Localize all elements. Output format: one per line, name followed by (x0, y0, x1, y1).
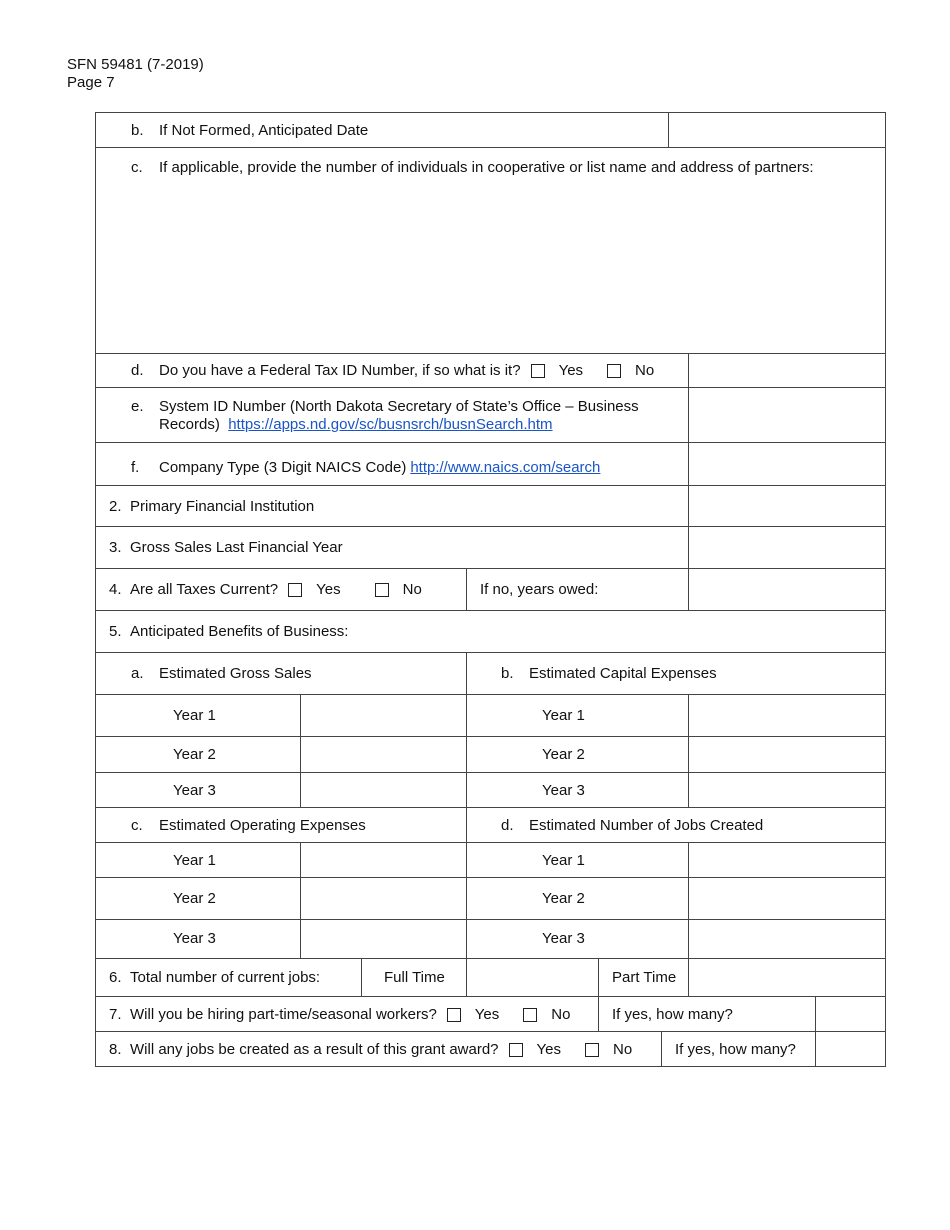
full-time-label: Full Time (384, 969, 445, 986)
item-marker: f. (131, 459, 140, 476)
years-owed-field[interactable] (689, 569, 885, 610)
row-cd-year-2 (95, 877, 886, 919)
item-marker: 7. (109, 1006, 122, 1023)
taxes-yes-label: Yes (316, 581, 341, 598)
grant-jobs-yes-label: Yes (536, 1041, 562, 1058)
anticipated-date-label: If Not Formed, Anticipated Date (159, 122, 369, 139)
system-id-field[interactable] (689, 388, 885, 442)
row-partners (95, 147, 886, 353)
gross-sales-year-2-label: Year 2 (173, 746, 216, 763)
hiring-yes-checkbox[interactable] (447, 1008, 461, 1022)
estimated-jobs-created-label: Estimated Number of Jobs Created (529, 817, 764, 834)
gross-sales-last-year-field[interactable] (689, 527, 885, 568)
row-benefits-ab-headings (95, 652, 886, 694)
item-marker: 5. (109, 623, 122, 640)
item-marker: d. (501, 817, 514, 834)
row-ab-year-2 (95, 736, 886, 772)
row-gross-sales-last-year (95, 526, 886, 568)
item-marker: b. (501, 665, 514, 682)
primary-financial-institution-field[interactable] (689, 486, 885, 526)
jobs-created-year-2-label: Year 2 (542, 890, 585, 907)
item-marker: 2. (109, 498, 122, 515)
row-cd-year-1 (95, 842, 886, 877)
row-anticipated-benefits (95, 610, 886, 652)
gross-sales-year-1-label: Year 1 (173, 707, 216, 724)
form-header (67, 56, 204, 92)
current-jobs-label: Total number of current jobs: (130, 969, 321, 986)
operating-expenses-year-1-field[interactable] (301, 843, 466, 877)
primary-financial-institution-label: Primary Financial Institution (130, 498, 315, 515)
capital-expenses-year-2-label: Year 2 (542, 746, 585, 763)
hiring-part-time-label: Will you be hiring part-time/seasonal workers? (130, 1006, 437, 1023)
grant-jobs-no-checkbox[interactable] (585, 1043, 599, 1057)
grant-jobs-how-many-label: If yes, how many? (675, 1041, 796, 1058)
system-id-label-cont: Records) (159, 416, 220, 433)
row-current-jobs (95, 958, 886, 996)
jobs-from-grant-label: Will any jobs be created as a result of this grant award? (130, 1041, 499, 1058)
jobs-created-year-1-field[interactable] (689, 843, 885, 877)
jobs-created-year-3-label: Year 3 (542, 930, 585, 947)
item-marker: e. (131, 398, 144, 415)
row-anticipated-date (95, 112, 886, 147)
row-federal-tax-id (95, 353, 886, 387)
anticipated-date-field[interactable] (669, 113, 885, 147)
item-marker: c. (131, 817, 143, 834)
item-marker: b. (131, 122, 144, 139)
capital-expenses-year-3-field[interactable] (689, 773, 885, 807)
hiring-how-many-label: If yes, how many? (612, 1006, 733, 1023)
operating-expenses-year-3-field[interactable] (301, 920, 466, 958)
taxes-no-label: No (402, 581, 422, 598)
hiring-yes-label: Yes (474, 1006, 500, 1023)
partners-textarea[interactable] (96, 184, 885, 353)
form-number: SFN 59481 (7-2019) (67, 56, 204, 73)
company-type-label: Company Type (3 Digit NAICS Code) (159, 459, 407, 476)
years-owed-label: If no, years owed: (480, 581, 599, 598)
anticipated-benefits-label: Anticipated Benefits of Business: (130, 623, 349, 640)
row-ab-year-1 (95, 694, 886, 736)
grant-jobs-how-many-field[interactable] (816, 1032, 885, 1066)
tax-id-yes-label: Yes (558, 362, 584, 379)
jobs-created-year-2-field[interactable] (689, 878, 885, 919)
taxes-current-label: Are all Taxes Current? (130, 581, 279, 598)
hiring-how-many-field[interactable] (816, 997, 885, 1031)
operating-expenses-year-2-label: Year 2 (173, 890, 216, 907)
item-marker: 3. (109, 539, 122, 556)
estimated-gross-sales-label: Estimated Gross Sales (159, 665, 312, 682)
row-system-id (95, 387, 886, 442)
grant-jobs-no-label: No (613, 1041, 633, 1058)
capital-expenses-year-1-label: Year 1 (542, 707, 585, 724)
tax-id-yes-checkbox[interactable] (531, 364, 545, 378)
operating-expenses-year-2-field[interactable] (301, 878, 466, 919)
row-primary-financial-institution (95, 485, 886, 526)
application-form (95, 112, 886, 1067)
capital-expenses-year-2-field[interactable] (689, 737, 885, 772)
hiring-no-checkbox[interactable] (523, 1008, 537, 1022)
page-number: Page 7 (67, 74, 115, 91)
item-marker: a. (131, 665, 144, 682)
item-marker: c. (131, 159, 143, 176)
row-ab-year-3 (95, 772, 886, 807)
gross-sales-year-3-field[interactable] (301, 773, 466, 807)
hiring-no-label: No (551, 1006, 571, 1023)
federal-tax-id-field[interactable] (689, 354, 885, 387)
row-hiring-part-time (95, 996, 886, 1031)
item-marker: d. (131, 362, 144, 379)
item-marker: 6. (109, 969, 122, 986)
row-company-type (95, 442, 886, 485)
partners-label: If applicable, provide the number of individuals in cooperative or list name and address of partners: (159, 159, 814, 176)
operating-expenses-year-3-label: Year 3 (173, 930, 216, 947)
part-time-jobs-field[interactable] (689, 959, 885, 996)
item-marker: 8. (109, 1041, 122, 1058)
naics-search-link[interactable]: http://www.naics.com/search (410, 459, 601, 476)
taxes-yes-checkbox[interactable] (288, 583, 302, 597)
item-marker: 4. (109, 581, 122, 598)
full-time-jobs-field[interactable] (467, 959, 598, 996)
gross-sales-last-year-label: Gross Sales Last Financial Year (130, 539, 343, 556)
grant-jobs-yes-checkbox[interactable] (509, 1043, 523, 1057)
estimated-operating-expenses-label: Estimated Operating Expenses (159, 817, 366, 834)
estimated-capital-expenses-label: Estimated Capital Expenses (529, 665, 717, 682)
operating-expenses-year-1-label: Year 1 (173, 852, 216, 869)
gross-sales-year-2-field[interactable] (301, 737, 466, 772)
tax-id-no-checkbox[interactable] (607, 364, 621, 378)
sos-business-search-link[interactable]: https://apps.nd.gov/sc/busnsrch/busnSearch.htm (228, 416, 553, 433)
federal-tax-id-label: Do you have a Federal Tax ID Number, if so what is it? (159, 362, 521, 379)
jobs-created-year-1-label: Year 1 (542, 852, 585, 869)
tax-id-no-label: No (635, 362, 655, 379)
taxes-no-checkbox[interactable] (375, 583, 389, 597)
jobs-created-year-3-field[interactable] (689, 920, 885, 958)
row-benefits-cd-headings (95, 807, 886, 842)
row-jobs-from-grant (95, 1031, 886, 1067)
gross-sales-year-3-label: Year 3 (173, 782, 216, 799)
company-type-field[interactable] (689, 443, 885, 485)
part-time-label: Part Time (612, 969, 677, 986)
gross-sales-year-1-field[interactable] (301, 695, 466, 736)
row-cd-year-3 (95, 919, 886, 958)
system-id-label: System ID Number (North Dakota Secretary of State’s Office – Business (159, 398, 639, 415)
capital-expenses-year-1-field[interactable] (689, 695, 885, 736)
row-taxes-current (95, 568, 886, 610)
capital-expenses-year-3-label: Year 3 (542, 782, 585, 799)
